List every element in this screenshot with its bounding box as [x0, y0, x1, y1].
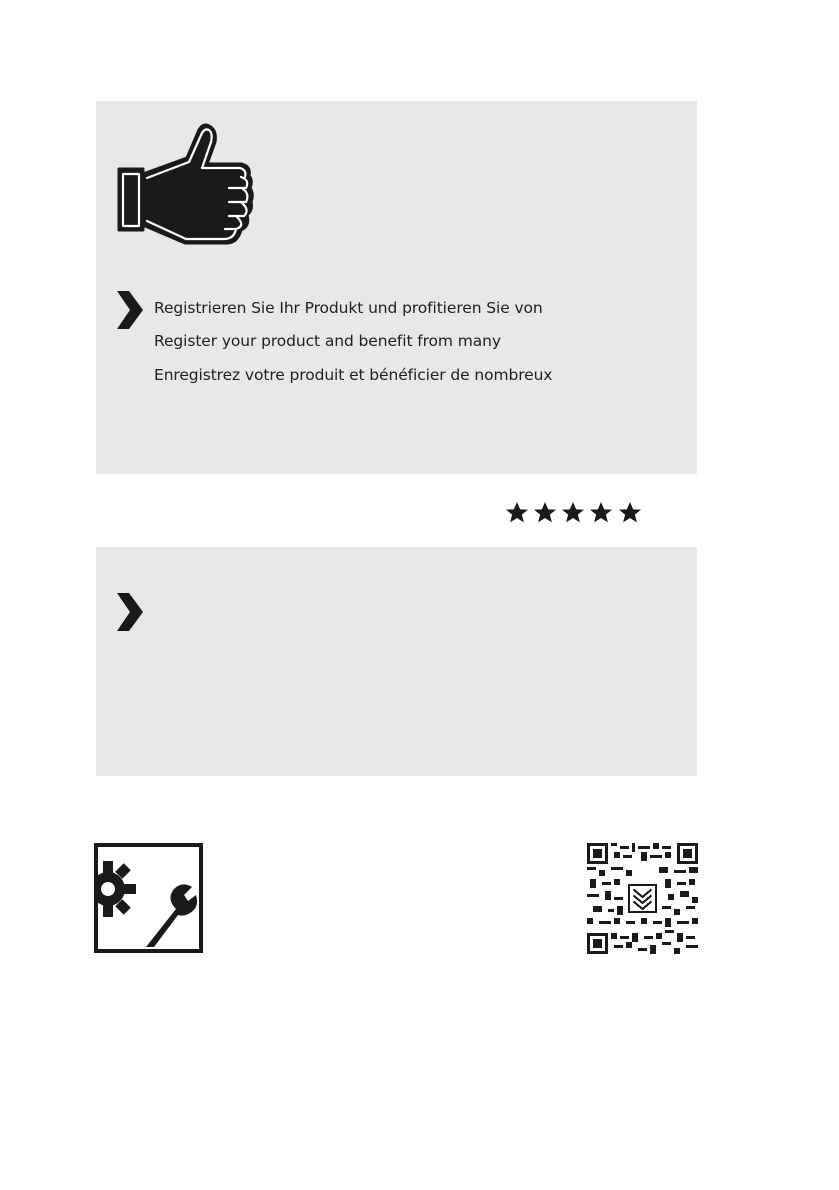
qr-code-icon [587, 843, 698, 954]
rating-stars [505, 501, 645, 525]
star-icon [562, 502, 584, 522]
register-text-fr: Enregistrez votre produit et bénéficier de nombreux [154, 366, 553, 384]
gear-wrench-icon [94, 843, 203, 953]
thumbs-up-icon [117, 122, 255, 246]
review-panel [96, 547, 697, 776]
star-icon [506, 502, 528, 522]
star-icon [590, 502, 612, 522]
register-text-en: Register your product and benefit from many [154, 332, 501, 350]
star-icon [619, 502, 641, 522]
star-icon [534, 502, 556, 522]
chevron-right-icon [117, 593, 143, 631]
register-text-de: Registrieren Sie Ihr Produkt und profitieren Sie von [154, 299, 543, 317]
chevron-right-icon [117, 291, 143, 329]
